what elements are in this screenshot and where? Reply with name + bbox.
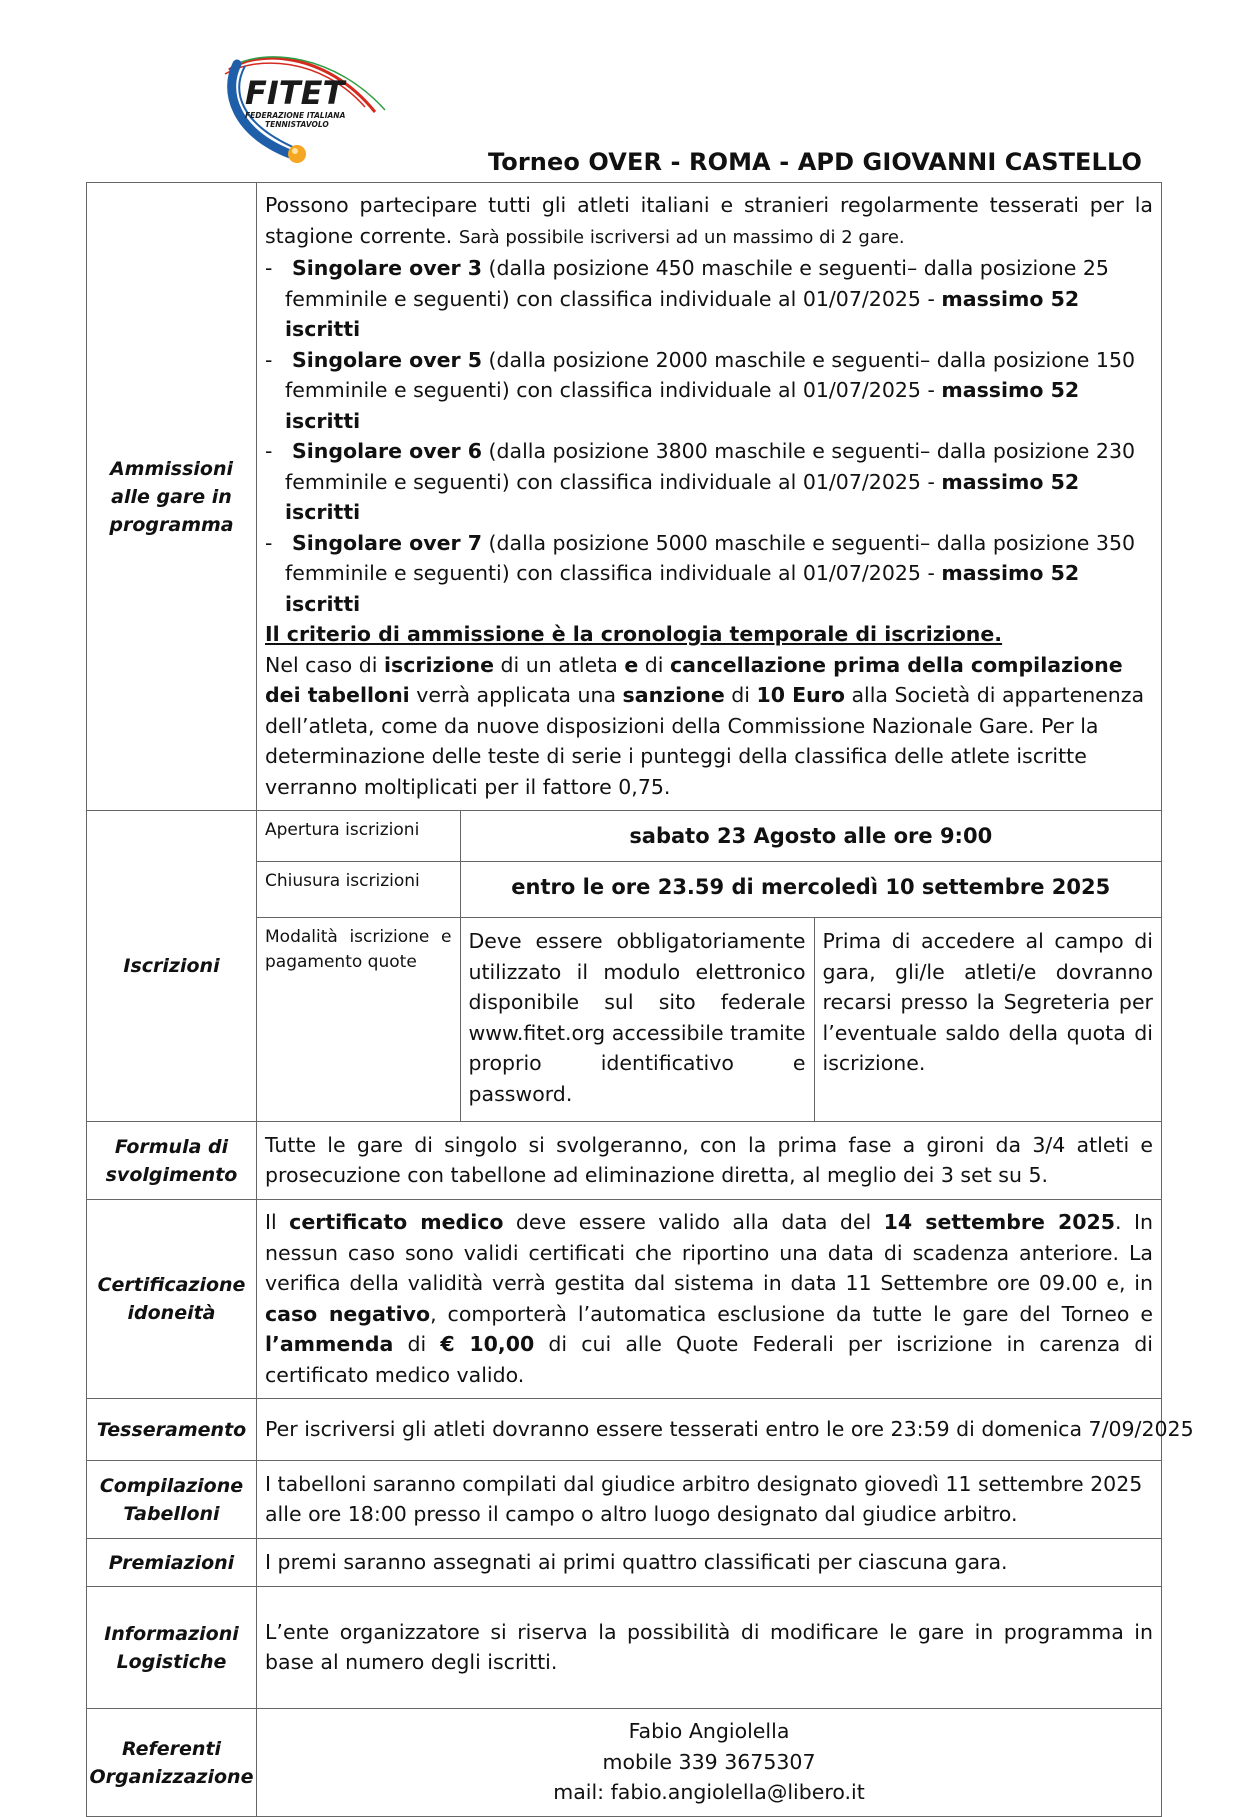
item-text: (dalla posizione 2000 maschile e seguenti– dalla posizione 150 femminile e seguenti) con classifica individuale al 01/07/2025 -: [285, 347, 1136, 402]
item-max: massimo 52 iscritti: [285, 378, 1080, 433]
list-item: [265, 345, 1153, 437]
row-referenti: [87, 1709, 1162, 1817]
label-referenti: Referenti Organizzazione: [87, 1709, 257, 1817]
row-certificazione: [87, 1200, 1162, 1399]
apertura-label: Apertura iscrizioni: [257, 811, 460, 862]
referente-mail: mail: fabio.angiolella@libero.it: [553, 1780, 865, 1805]
label-informazioni: Informazioni Logistiche: [87, 1587, 257, 1709]
modalita-text-saldo: Prima di accedere al campo di gara, gli/le atleti/e dovranno recarsi presso la Segreteria per l’eventuale saldo della quota di iscrizione.: [814, 918, 1161, 1122]
content-certificazione: Il certificato medico deve essere valido alla data del 14 settembre 2025. In nessun caso sono validi certificati che riportino una data di scadenza anteriore. La verifica della validità verrà gestita dal sistema in data 11 Settembre ore 09.00 e, in caso negativo, comporterà l’automatica esclusione da tutte le gare del Torneo e l’ammenda di € 10,00 di cui alle Quote Federali per iscrizione in carenza di certificato medico valido.: [257, 1200, 1162, 1399]
item-max: massimo 52 iscritti: [285, 286, 1080, 341]
row-compilazione: [87, 1461, 1162, 1539]
item-text: (dalla posizione 450 maschile e seguenti– dalla posizione 25 femminile e seguenti) con classifica individuale al 01/07/2025 -: [285, 256, 1109, 311]
row-tesseramento: [87, 1399, 1162, 1461]
chiusura-label: Chiusura iscrizioni: [257, 862, 460, 918]
sanzione-paragraph: Nel caso di iscrizione di un atleta e di cancellazione prima della compilazione dei tabelloni verrà applicata una sanzione di 10 Euro alla Società di appartenenza dell’atleta, come da nuove disposizioni della Commissione Nazionale Gare. Per la determinazione delle teste di serie i punteggi della classifica delle atlete iscritte verranno moltiplicati per il fattore 0,75.: [265, 652, 1145, 799]
list-dash: -: [265, 530, 273, 555]
label-premiazioni: Premiazioni: [87, 1539, 257, 1587]
label-certificazione: Certificazione idoneità: [87, 1200, 257, 1399]
label-tesseramento: Tesseramento: [87, 1399, 257, 1461]
list-dash: -: [265, 256, 273, 280]
item-max: massimo 52 iscritti: [285, 469, 1080, 524]
referente-mobile: mobile 339 3675307: [602, 1749, 816, 1774]
ammissioni-intro-text: Possono partecipare tutti gli atleti italiani e stranieri regolarmente tesserati per la stagione corrente.: [265, 193, 1153, 248]
item-name: Singolare over 7: [291, 530, 482, 555]
referente-name: Fabio Angiolella: [628, 1719, 790, 1744]
logo-main-text: FITET: [245, 74, 345, 112]
item-text: (dalla posizione 5000 maschile e seguenti– dalla posizione 350 femminile e seguenti) con classifica individuale al 01/07/2025 -: [285, 530, 1136, 585]
list-item: [265, 253, 1153, 345]
content-tesseramento: Per iscriversi gli atleti dovranno essere tesserati entro le ore 23:59 di domenica 7/09/2025: [257, 1399, 1162, 1461]
list-dash: -: [265, 347, 273, 372]
content-compilazione: I tabelloni saranno compilati dal giudice arbitro designato giovedì 11 settembre 2025 alle ore 18:00 presso il campo o altro luogo designato dal giudice arbitro.: [257, 1461, 1162, 1539]
ammissioni-intro: [265, 190, 1153, 253]
row-formula: [87, 1122, 1162, 1200]
logo-sub-text-2: TENNISTAVOLO: [265, 120, 329, 129]
content-iscrizioni: [257, 811, 1162, 1122]
content-informazioni: L’ente organizzatore si riserva la possibilità di modificare le gare in programma in base al numero degli iscritti.: [257, 1587, 1162, 1709]
item-name: Singolare over 5: [291, 347, 482, 372]
list-dash: -: [265, 439, 273, 463]
content-referenti: [257, 1709, 1162, 1817]
list-item: [265, 436, 1153, 528]
modalita-text-online: Deve essere obbligatoriamente utilizzato il modulo elettronico disponibile sul sito federale www.fitet.org accessibile tramite proprio identificativo e password.: [460, 918, 814, 1122]
apertura-value: sabato 23 Agosto alle ore 9:00: [460, 811, 1161, 862]
label-iscrizioni: Iscrizioni: [87, 811, 257, 1122]
item-name: Singolare over 3: [291, 256, 482, 280]
criterio-ammissione: [265, 619, 1153, 650]
fitet-logo: [215, 52, 395, 170]
item-max: massimo 52 iscritti: [285, 561, 1080, 616]
content-ammissioni: [257, 183, 1162, 811]
item-name: Singolare over 6: [291, 439, 482, 463]
item-text: (dalla posizione 3800 maschile e seguenti– dalla posizione 230 femminile e seguenti) con classifica individuale al 01/07/2025 -: [285, 439, 1136, 494]
label-compilazione: Compilazione Tabelloni: [87, 1461, 257, 1539]
fitet-logo-graphic: [215, 52, 395, 170]
list-item: [265, 528, 1153, 620]
label-ammissioni: Ammissioni alle gare in programma: [87, 183, 257, 811]
criterio-text: Il criterio di ammissione è la cronologia temporale di iscrizione.: [265, 622, 1003, 646]
ammissioni-intro-small: Sarà possibile iscriversi ad un massimo di 2 gare.: [458, 226, 905, 248]
row-ammissioni: [87, 183, 1162, 811]
row-iscrizioni: [87, 811, 1162, 1122]
logo-sub-text-1: FEDERAZIONE ITALIANA: [245, 111, 346, 120]
label-formula: Formula di svolgimento: [87, 1122, 257, 1200]
regulation-table: [86, 182, 1194, 1817]
iscrizioni-table: [257, 811, 1161, 1121]
content-premiazioni: I premi saranno assegnati ai primi quattro classificati per ciascuna gara.: [257, 1539, 1162, 1587]
document-title: Torneo OVER - ROMA - APD GIOVANNI CASTELLO: [488, 148, 1142, 176]
row-premiazioni: [87, 1539, 1162, 1587]
chiusura-value: entro le ore 23.59 di mercoledì 10 settembre 2025: [460, 862, 1161, 918]
modalita-label: Modalità iscrizione e pagamento quote: [257, 918, 460, 1122]
row-informazioni: [87, 1587, 1162, 1709]
content-formula: Tutte le gare di singolo si svolgeranno, con la prima fase a gironi da 3/4 atleti e prosecuzione con tabellone ad eliminazione diretta, al meglio dei 3 set su 5.: [257, 1122, 1162, 1200]
